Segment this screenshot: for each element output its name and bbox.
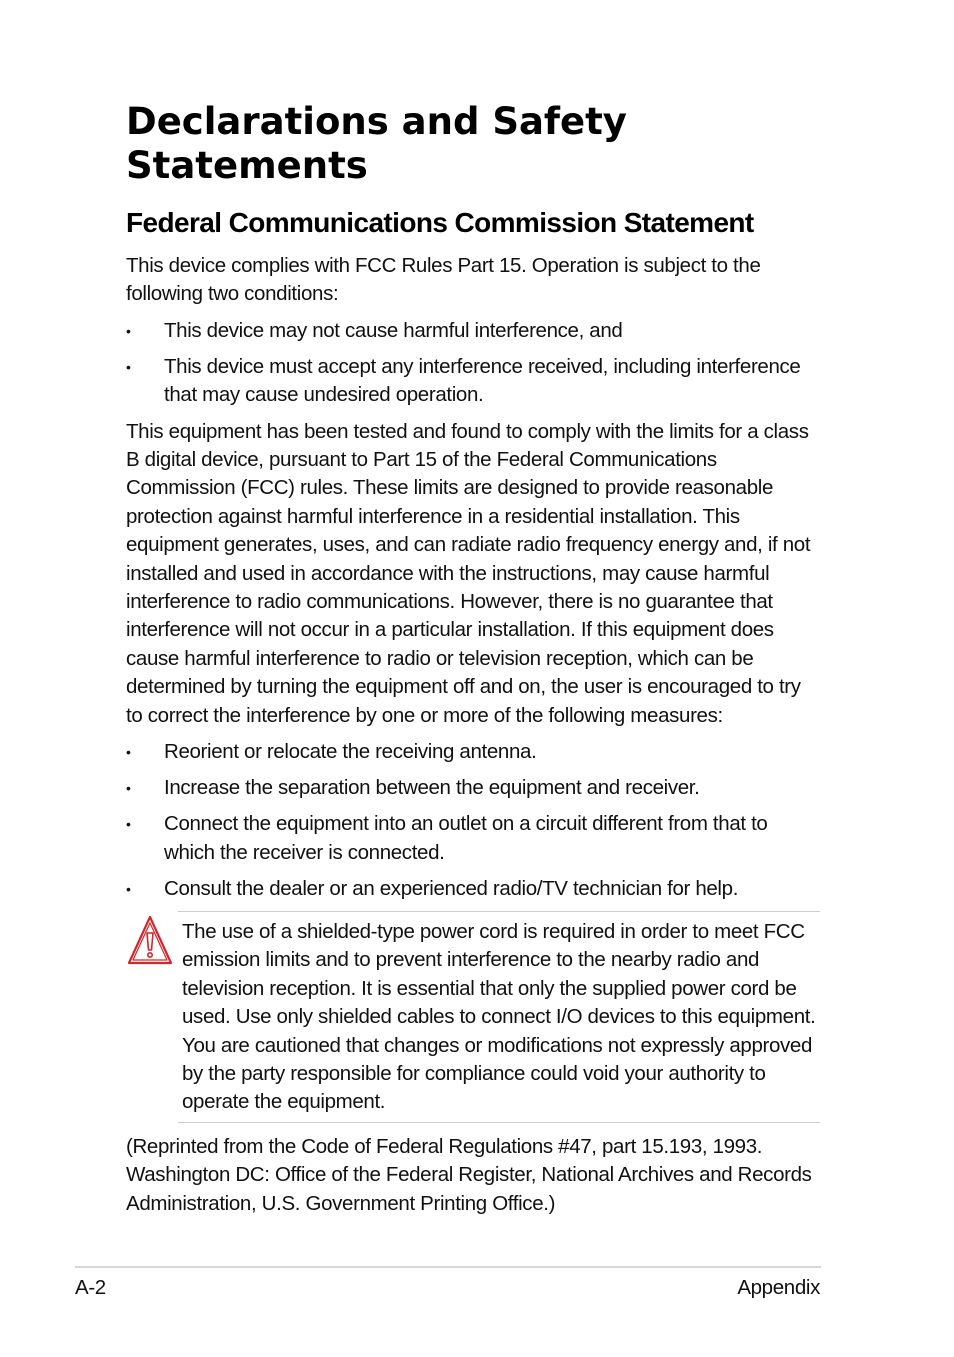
bullet-glyph: • — [126, 744, 131, 761]
reference-note: (Reprinted from the Code of Federal Regulations #47, part 15.193, 1993. Washington DC: Office of the Federal Register, National Archives and Records Administration, U.S. Government Printing Office.) — [126, 1134, 812, 1215]
list-item — [126, 353, 820, 410]
list-item — [126, 774, 820, 802]
page-title: Declarations and Safety Statements — [126, 100, 627, 187]
bullet-glyph: • — [126, 358, 131, 375]
list-item-text: Reorient or relocate the receiving antenna. — [164, 740, 537, 764]
list-item-text: Increase the separation between the equipment and receiver. — [164, 776, 700, 800]
bullet-glyph: • — [126, 816, 131, 833]
page-number: A-2 — [75, 1276, 106, 1299]
conditions-list — [126, 317, 820, 410]
list-item-text: Connect the equipment into an outlet on a circuit different from that to which the receiver is connected. — [164, 812, 768, 864]
section-heading: Federal Communications Commission Statement — [126, 207, 754, 238]
warning-text: The use of a shielded-type power cord is required in order to meet FCC emission limits and to prevent interference to the nearby radio and television reception. It is essential that only the supplied power cord be used. Use only shielded cables to connect I/O devices to this equipment. You are cautioned that changes or modifications not expressly approved by the party responsible for compliance could void your authority to operate the equipment. — [182, 919, 816, 1114]
main-paragraph: This equipment has been tested and found to comply with the limits for a class B digital device, pursuant to Part 15 of the Federal Communications Commission (FCC) rules. These limits are designed to provide reasonable protection against harmful interference in a residential installation. This equipment generates, uses, and can radiate radio frequency energy and, if not installed and used in accordance with the instructions, may cause harmful interference to radio communications. However, there is no guarantee that interference will not occur in a particular installation. If this equipment does cause harmful interference to radio or television reception, which can be determined by turning the equipment off and on, the user is encouraged to try to correct the interference by one or more of the following measures: — [126, 419, 811, 727]
bullet-glyph: • — [126, 322, 131, 339]
list-item — [126, 317, 820, 345]
bullet-glyph: • — [126, 880, 131, 897]
warning-rule-bottom — [178, 1122, 820, 1123]
bullet-glyph: • — [126, 780, 131, 797]
list-item-text: This device may not cause harmful interference, and — [164, 318, 623, 342]
warning-triangle-icon — [126, 913, 174, 969]
intro-paragraph: This device complies with FCC Rules Part 15. Operation is subject to the following two conditions: — [126, 254, 761, 306]
list-item — [126, 738, 820, 766]
list-item — [126, 810, 820, 867]
list-item — [126, 875, 820, 903]
warning-note — [126, 911, 820, 1123]
list-item-text: Consult the dealer or an experienced radio/TV technician for help. — [164, 876, 739, 900]
warning-rule-top — [178, 911, 820, 912]
content-body — [126, 252, 820, 1218]
list-item-text: This device must accept any interference received, including interference that may cause undesired operation. — [164, 354, 801, 407]
footer-section-label: Appendix — [737, 1276, 820, 1299]
measures-list — [126, 738, 820, 903]
footer-divider — [75, 1266, 821, 1268]
